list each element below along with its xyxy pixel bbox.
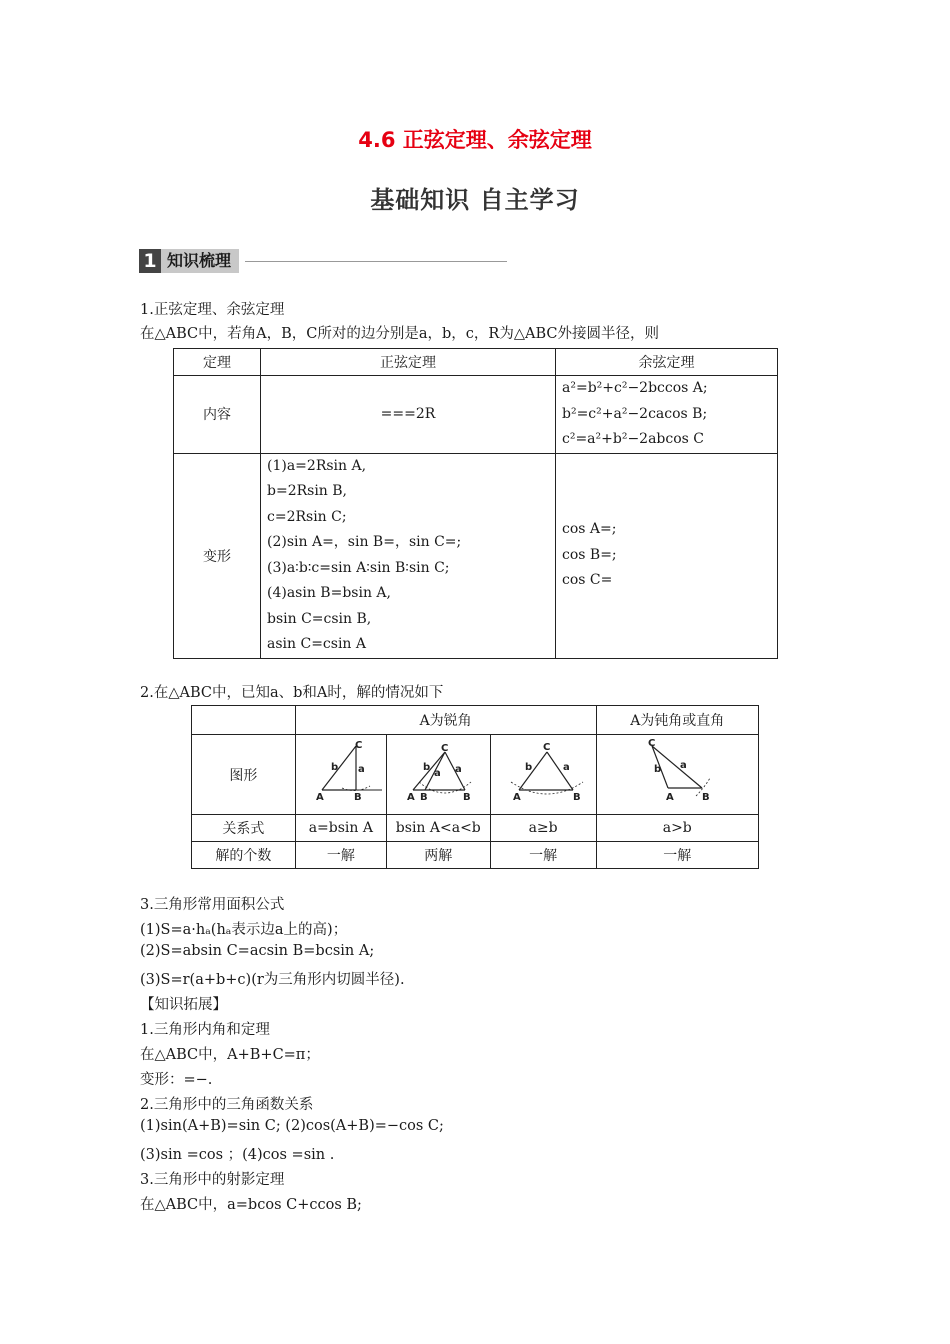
section-divider	[245, 261, 507, 262]
extension-line: 在△ABC中，A+B+C=π；	[140, 1047, 320, 1063]
page-title: 4.6 正弦定理、余弦定理	[358, 128, 592, 152]
th-cosine-law: 余弦定理	[556, 349, 778, 376]
relation-cell: bsin A<a<b	[386, 815, 490, 842]
extension-heading: 【知识拓展】	[140, 997, 227, 1013]
cosine-law-variants	[556, 453, 778, 658]
cosine-law-c: c²=a²+b²−2abcos C	[562, 431, 705, 447]
sine-variant-line: c=2Rsin C;	[267, 508, 347, 525]
relation-cell: a>b	[596, 815, 758, 842]
th-empty	[192, 706, 296, 735]
relation-cell: a=bsin A	[295, 815, 386, 842]
svg-text:a: a	[434, 767, 442, 779]
cosine-law-content	[556, 376, 778, 454]
svg-text:b: b	[525, 761, 533, 773]
triangle-figure-3	[493, 738, 593, 808]
th-sine-law: 正弦定理	[261, 349, 556, 376]
extension-line: 1.三角形内角和定理	[140, 1022, 270, 1038]
area-formula-line: (1)S=a·hₐ(hₐ表示边a上的高)；	[140, 922, 348, 938]
section-label: 知识梳理	[161, 249, 239, 273]
svg-text:b: b	[423, 761, 431, 773]
triangle-figure-1	[298, 738, 384, 808]
row-variant-label: 变形	[174, 453, 261, 658]
svg-text:C: C	[441, 742, 449, 754]
figure-obtuse	[596, 735, 758, 815]
sine-variant-line: (2)sin A=，sin B=，sin C=;	[267, 534, 462, 550]
sine-variant-line: b=2Rsin B,	[267, 483, 348, 499]
svg-text:A: A	[315, 791, 324, 803]
svg-text:B: B	[702, 791, 710, 803]
svg-text:a: a	[563, 761, 570, 773]
area-formula-line: (2)S=absin C=acsin B=bcsin A;	[140, 943, 375, 959]
sine-variant-line: (3)a∶b∶c=sin A∶sin B∶sin C;	[267, 559, 450, 576]
extension-line: 3.三角形中的射影定理	[140, 1172, 285, 1188]
cosine-variant-line: cos B=;	[562, 546, 617, 563]
extension-line: 在△ABC中，a=bcos C+ccos B;	[140, 1197, 362, 1213]
section-header	[139, 249, 507, 273]
p1-heading: 1.正弦定理、余弦定理	[140, 302, 285, 318]
area-formula-line: (3)S=r(a+b+c)(r为三角形内切圆半径).	[140, 972, 405, 988]
svg-text:A: A	[666, 791, 674, 803]
sine-variant-line: asin C=csin A	[267, 636, 366, 652]
th-theorem: 定理	[174, 349, 261, 376]
solutions-table	[191, 705, 759, 869]
figure-one-solution-a	[295, 735, 386, 815]
sine-law-variants	[261, 453, 556, 658]
svg-text:B: B	[573, 791, 581, 803]
triangle-figure-4	[606, 738, 748, 808]
extension-line: 变形：=−.	[140, 1072, 213, 1088]
row-relation-label: 关系式	[192, 815, 296, 842]
svg-text:B: B	[353, 791, 362, 803]
extension-line: 2.三角形中的三角函数关系	[140, 1097, 314, 1113]
relation-cell: a≥b	[490, 815, 596, 842]
cosine-variant-line: cos C=	[562, 572, 613, 589]
p3-heading: 3.三角形常用面积公式	[140, 897, 285, 913]
svg-text:C: C	[648, 737, 656, 749]
figure-two-solutions	[386, 735, 490, 815]
svg-text:B: B	[420, 791, 428, 803]
svg-text:B: B	[463, 791, 471, 803]
svg-text:b: b	[330, 761, 338, 773]
svg-text:a: a	[357, 763, 365, 775]
count-cell: 一解	[295, 842, 386, 869]
section-number: 1	[139, 249, 161, 273]
svg-text:C: C	[543, 741, 551, 753]
svg-text:b: b	[654, 763, 662, 775]
p2-heading: 2.在△ABC中，已知a、b和A时，解的情况如下	[140, 685, 444, 701]
cosine-variant-line: cos A=;	[562, 521, 617, 538]
th-obtuse: A为钝角或直角	[596, 706, 758, 735]
row-content-label: 内容	[174, 376, 261, 454]
svg-text:A: A	[513, 791, 521, 803]
row-figure-label: 图形	[192, 735, 296, 815]
count-cell: 两解	[386, 842, 490, 869]
sine-variant-line: bsin C=csin B,	[267, 610, 372, 627]
page-subtitle: 基础知识 自主学习	[370, 186, 580, 214]
svg-text:C: C	[354, 739, 363, 751]
count-cell: 一解	[596, 842, 758, 869]
svg-text:A: A	[407, 791, 416, 803]
triangle-figure-2	[389, 738, 487, 808]
th-acute: A为锐角	[295, 706, 596, 735]
row-count-label: 解的个数	[192, 842, 296, 869]
svg-text:a: a	[455, 763, 463, 775]
p1-intro: 在△ABC中，若角A，B，C所对的边分别是a，b，c，R为△ABC外接圆半径，则	[140, 326, 659, 342]
sine-variant-line: (1)a=2Rsin A,	[267, 457, 367, 474]
extension-line: (3)sin =cos ；(4)cos =sin .	[140, 1147, 335, 1163]
figure-one-solution-b	[490, 735, 596, 815]
extension-line: (1)sin(A+B)=sin C; (2)cos(A+B)=−cos C;	[140, 1118, 444, 1134]
cosine-law-b: b²=c²+a²−2cacos B;	[562, 405, 708, 422]
svg-text:a: a	[680, 759, 687, 771]
cosine-law-a: a²=b²+c²−2bccos A;	[562, 380, 708, 396]
count-cell: 一解	[490, 842, 596, 869]
theorem-table	[173, 348, 778, 659]
sine-law-content: ===2R	[261, 376, 556, 454]
sine-variant-line: (4)asin B=bsin A,	[267, 585, 391, 601]
